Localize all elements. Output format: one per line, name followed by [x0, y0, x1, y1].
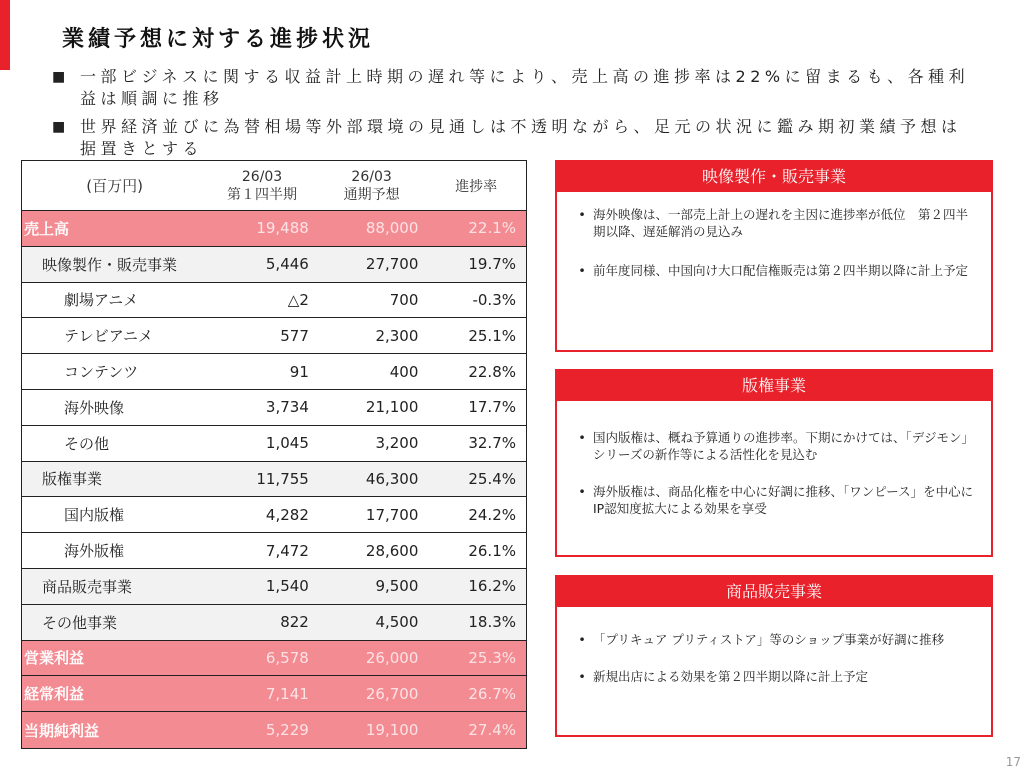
rate-value: 22.1%: [468, 219, 517, 238]
box-title: 商品販売事業: [557, 577, 991, 607]
forecast-value: 3,200: [375, 434, 419, 453]
row-label: 映像製作・販売事業: [42, 255, 178, 274]
dot-bullet-icon: •: [578, 484, 586, 499]
box-body: [557, 607, 991, 685]
rate-value: 25.4%: [468, 469, 517, 488]
forecast-value: 9,500: [375, 577, 419, 596]
box-bullet-text: 国内版権は、概ね予算通りの進捗率。下期にかけては、「デジモン」シリーズの新作等による活性化を見込む: [593, 430, 975, 462]
box-bullet-text: 海外映像は、一部売上計上の遅れを主因に進捗率が低位 第２四半期以降、遅延解消の見込み: [593, 207, 969, 239]
rate-value: 25.1%: [468, 326, 516, 345]
box-bullet-text: 前年度同様、中国向け大口配信権販売は第２四半期以降に計上予定: [593, 263, 969, 278]
box-bullet: [571, 206, 977, 240]
dot-bullet-icon: •: [578, 263, 586, 278]
q1-value: 4,282: [265, 505, 309, 524]
forecast-header: [317, 168, 427, 204]
table-row: [22, 247, 526, 283]
q1-value: △2: [287, 290, 309, 309]
segment-box-license: [555, 369, 993, 557]
q1-value: 822: [280, 613, 309, 632]
q1-value: 5,229: [265, 721, 309, 740]
dot-bullet-icon: •: [578, 632, 586, 647]
summary-bullet-text: 一部ビジネスに関する収益計上時期の遅れ等により、売上高の進捗率は22%に留まるも、各種利益は順調に推移: [80, 67, 970, 108]
row-label: 劇場アニメ: [64, 291, 139, 310]
rate-value: 27.4%: [468, 721, 517, 740]
row-label: 売上高: [24, 219, 70, 238]
forecast-value: 21,100: [365, 398, 419, 417]
row-label: 海外版権: [64, 542, 125, 561]
summary-bullet: [52, 66, 972, 110]
table-row: [22, 569, 526, 605]
forecast-value: 27,700: [365, 255, 419, 274]
rate-value: 26.1%: [468, 541, 516, 560]
table-row: [22, 318, 526, 354]
segment-box-video: [555, 160, 993, 352]
table-header: [22, 161, 526, 211]
box-bullet-text: 「プリキュア プリティストア」等のショップ事業が好調に推移: [593, 632, 945, 647]
summary-bullet: [52, 116, 972, 160]
row-label: その他事業: [42, 613, 118, 632]
rate-value: 24.2%: [468, 505, 516, 524]
row-label: その他: [64, 434, 110, 453]
box-bullet-text: 新規出店による効果を第２四半期以降に計上予定: [593, 669, 869, 684]
table-row: [22, 712, 526, 748]
table-row: [22, 211, 526, 247]
row-label: 国内版権: [64, 506, 125, 525]
table-row: [22, 605, 526, 641]
q1-value: 11,755: [256, 469, 309, 488]
q1-value: 1,045: [265, 434, 309, 453]
q1-value: 7,141: [265, 684, 309, 703]
forecast-value: 17,700: [365, 505, 419, 524]
rate-value: 18.3%: [468, 613, 517, 632]
q1-value: 5,446: [265, 255, 309, 274]
rate-value: 26.7%: [468, 684, 517, 703]
accent-bar: [0, 0, 10, 70]
q1-header: [207, 168, 317, 204]
summary-bullets: [52, 66, 972, 166]
forecast-value: 4,500: [375, 613, 419, 632]
page-number: 17: [1005, 755, 1021, 769]
forecast-value: 26,700: [365, 684, 419, 703]
rate-value: 16.2%: [468, 577, 517, 596]
rate-value: 25.3%: [468, 648, 517, 667]
forecast-value: 88,000: [365, 219, 419, 238]
rate-header: 進捗率: [455, 178, 498, 195]
box-bullet: [571, 262, 977, 279]
table-row: [22, 462, 526, 498]
table-row: [22, 283, 526, 319]
unit-header: (百万円): [86, 177, 143, 195]
dot-bullet-icon: •: [578, 207, 586, 222]
row-label: テレビアニメ: [64, 327, 153, 346]
rate-value: 17.7%: [468, 398, 516, 417]
forecast-value: 26,000: [365, 648, 419, 667]
segment-box-merchandise: [555, 575, 993, 737]
box-title: 映像製作・販売事業: [557, 162, 991, 192]
box-bullet: [571, 631, 977, 648]
progress-table: [21, 160, 527, 749]
table-row: [22, 497, 526, 533]
box-title: 版権事業: [557, 371, 991, 401]
q1-value: 7,472: [265, 541, 309, 560]
forecast-value: 46,300: [365, 469, 419, 488]
table-row: [22, 676, 526, 712]
rate-value: 32.7%: [468, 434, 516, 453]
q1-value: 577: [280, 326, 309, 345]
square-bullet-icon: ■: [52, 119, 70, 135]
row-label: 海外映像: [64, 398, 125, 417]
forecast-value: 28,600: [365, 541, 419, 560]
forecast-value: 19,100: [365, 721, 419, 740]
page-title: 業績予想に対する進捗状況: [62, 27, 375, 52]
forecast-value: 2,300: [375, 326, 419, 345]
forecast-value: 700: [389, 290, 419, 309]
q1-value: 91: [289, 362, 309, 381]
dot-bullet-icon: •: [578, 430, 586, 445]
q1-header-label: 第１四半期: [227, 186, 298, 203]
table-row: [22, 641, 526, 677]
q1-value: 3,734: [265, 398, 309, 417]
box-bullet: [571, 429, 977, 463]
q1-value: 19,488: [256, 219, 309, 238]
table-row: [22, 533, 526, 569]
row-label: 版権事業: [42, 470, 103, 489]
box-bullet-text: 海外版権は、商品化権を中心に好調に推移、「ワンピース」を中心にIP認知度拡大による効果を享受: [593, 484, 974, 516]
q1-value: 6,578: [265, 648, 309, 667]
dot-bullet-icon: •: [578, 669, 586, 684]
box-body: [557, 192, 991, 279]
table-row: [22, 354, 526, 390]
rate-value: 19.7%: [468, 255, 517, 274]
row-label: 営業利益: [24, 649, 85, 668]
forecast-header-label: 通期予想: [343, 186, 400, 203]
row-label: コンテンツ: [64, 363, 139, 382]
q1-header-period: 26/03: [241, 168, 283, 185]
rate-value: 22.8%: [468, 362, 516, 381]
table-row: [22, 426, 526, 462]
box-bullet: [571, 483, 977, 517]
row-label: 商品販売事業: [42, 577, 133, 596]
summary-bullet-text: 世界経済並びに為替相場等外部環境の見通しは不透明ながら、足元の状況に鑑み期初業績予想は据置きとする: [80, 117, 962, 158]
box-body: [557, 401, 991, 517]
forecast-value: 400: [389, 362, 419, 381]
box-bullet: [571, 668, 977, 685]
q1-value: 1,540: [265, 577, 309, 596]
row-label: 経常利益: [24, 685, 85, 704]
square-bullet-icon: ■: [52, 69, 70, 85]
rate-value: -0.3%: [472, 290, 516, 309]
table-row: [22, 390, 526, 426]
forecast-header-period: 26/03: [351, 168, 392, 185]
row-label: 当期純利益: [24, 721, 100, 740]
